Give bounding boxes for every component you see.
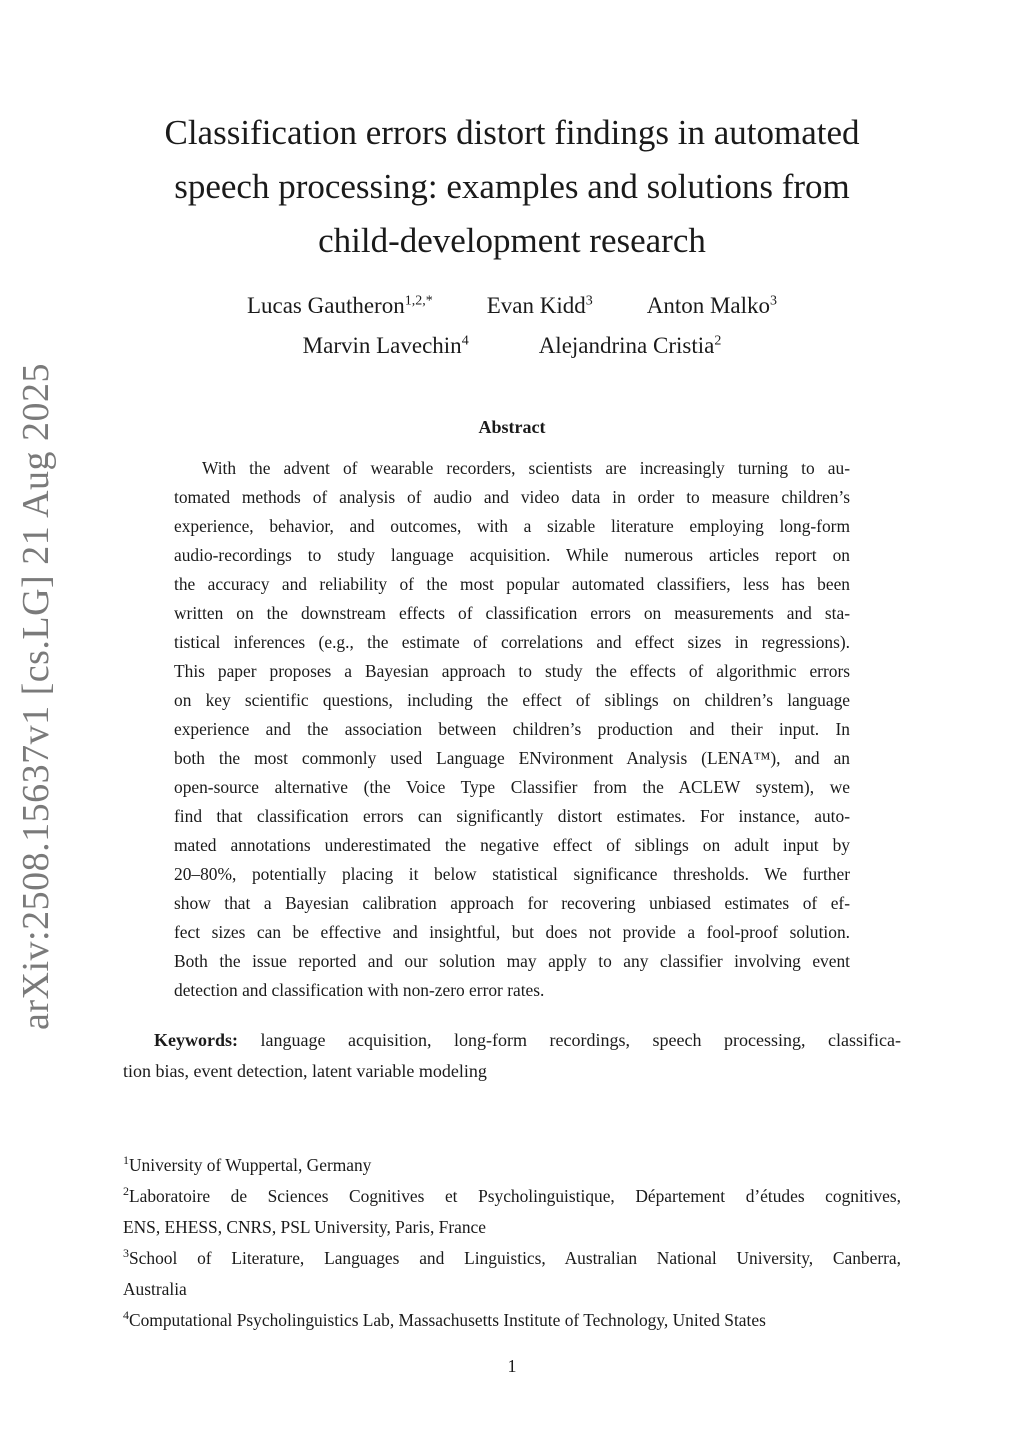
abstract-line: audio-recordings to study language acquisition. While numerous articles report on [174,545,850,565]
abstract-line: show that a Bayesian calibration approach for recovering unbiased estimates of ef- [174,893,850,913]
author-row [120,290,904,330]
affiliation-line [123,1243,901,1274]
abstract-heading: Abstract [478,417,546,437]
keywords-section [123,1025,901,1087]
affiliation-number: 4 [123,1308,129,1323]
affiliation-number: 1 [123,1153,129,1168]
affiliation-line: Australia [123,1279,187,1299]
author-affiliation-mark: 4 [461,333,469,349]
author [247,290,433,330]
author-name: Anton Malko [646,293,771,318]
author-name: Marvin Lavechin [302,333,462,358]
abstract-line: open-source alternative (the Voice Type Classifier from the ACLEW system), we [174,777,850,797]
author-name: Lucas Gautheron [246,293,405,318]
author [487,290,593,330]
abstract-line: 20–80%, potentially placing it below statistical significance thresholds. We further [174,864,850,884]
affiliations-footnotes [123,1150,901,1336]
abstract-line: Both the issue reported and our solution may apply to any classifier involving event [174,951,850,971]
author-name: Alejandrina Cristia [538,333,715,358]
abstract-line: tistical inferences (e.g., the estimate of correlations and effect sizes in regressions). [174,632,850,652]
abstract-line: the accuracy and reliability of the most popular automated classifiers, less has been [174,574,850,594]
abstract-line: written on the downstream effects of classification errors on measurements and sta- [174,603,850,623]
arxiv-identifier-stamp: arXiv:2508.15637v1 [cs.LG] 21 Aug 2025 [15,362,57,1030]
abstract-line: fect sizes can be effective and insightful, but does not provide a fool-proof solution. [174,922,850,942]
affiliation-text: Computational Psycholinguistics Lab, Massachusetts Institute of Technology, United States [129,1310,766,1330]
author-name: Evan Kidd [486,293,586,318]
page-number: 1 [507,1356,517,1376]
author-affiliation-mark: 2 [714,333,722,349]
author-list [120,290,904,370]
abstract-line: experience and the association between children’s production and their input. In [174,719,850,739]
keywords-line [123,1025,901,1056]
affiliation-line [123,1150,901,1181]
title-line: Classification errors distort findings in automated [164,113,860,152]
affiliation-number: 3 [123,1246,129,1261]
author [303,330,469,370]
paper-title [120,106,904,268]
affiliation-number: 2 [123,1184,129,1199]
abstract-line: experience, behavior, and outcomes, with a sizable literature employing long-form [174,516,850,536]
abstract-line: on key scientific questions, including the effect of siblings on children’s language [174,690,850,710]
affiliation-line [123,1181,901,1212]
abstract-line: With the advent of wearable recorders, scientists are increasingly turning to au- [202,458,850,478]
abstract-line: find that classification errors can significantly distort estimates. For instance, auto- [174,806,850,826]
abstract-line: both the most commonly used Language ENvironment Analysis (LENA™), and an [174,748,850,768]
title-line: speech processing: examples and solutions from [174,167,850,206]
author-row [120,330,904,370]
affiliation-text: Laboratoire de Sciences Cognitives et Psycholinguistique, Département d’études cognitives, [129,1186,901,1206]
abstract-line: This paper proposes a Bayesian approach to study the effects of algorithmic errors [174,661,850,681]
affiliation-text: University of Wuppertal, Germany [129,1155,372,1175]
abstract-line: tomated methods of analysis of audio and video data in order to measure children’s [174,487,850,507]
affiliation-line: ENS, EHESS, CNRS, PSL University, Paris, France [123,1217,486,1237]
abstract-line: mated annotations underestimated the negative effect of siblings on adult input by [174,835,850,855]
author [539,330,722,370]
keywords-text: language acquisition, long-form recordings, speech processing, classifica- [260,1030,902,1050]
author [647,290,777,330]
affiliation-text: School of Literature, Languages and Linguistics, Australian National University, Canberra, [129,1248,901,1268]
author-affiliation-mark: 3 [585,293,593,309]
abstract-line: detection and classification with non-zero error rates. [174,980,545,1000]
author-affiliation-mark: 1,2,* [404,293,433,309]
abstract-body [174,454,850,1005]
keywords-label: Keywords: [154,1030,238,1050]
keywords-line: tion bias, event detection, latent variable modeling [123,1061,487,1081]
affiliation-line [123,1305,901,1336]
author-affiliation-mark: 3 [770,293,778,309]
title-line: child-development research [318,221,706,260]
